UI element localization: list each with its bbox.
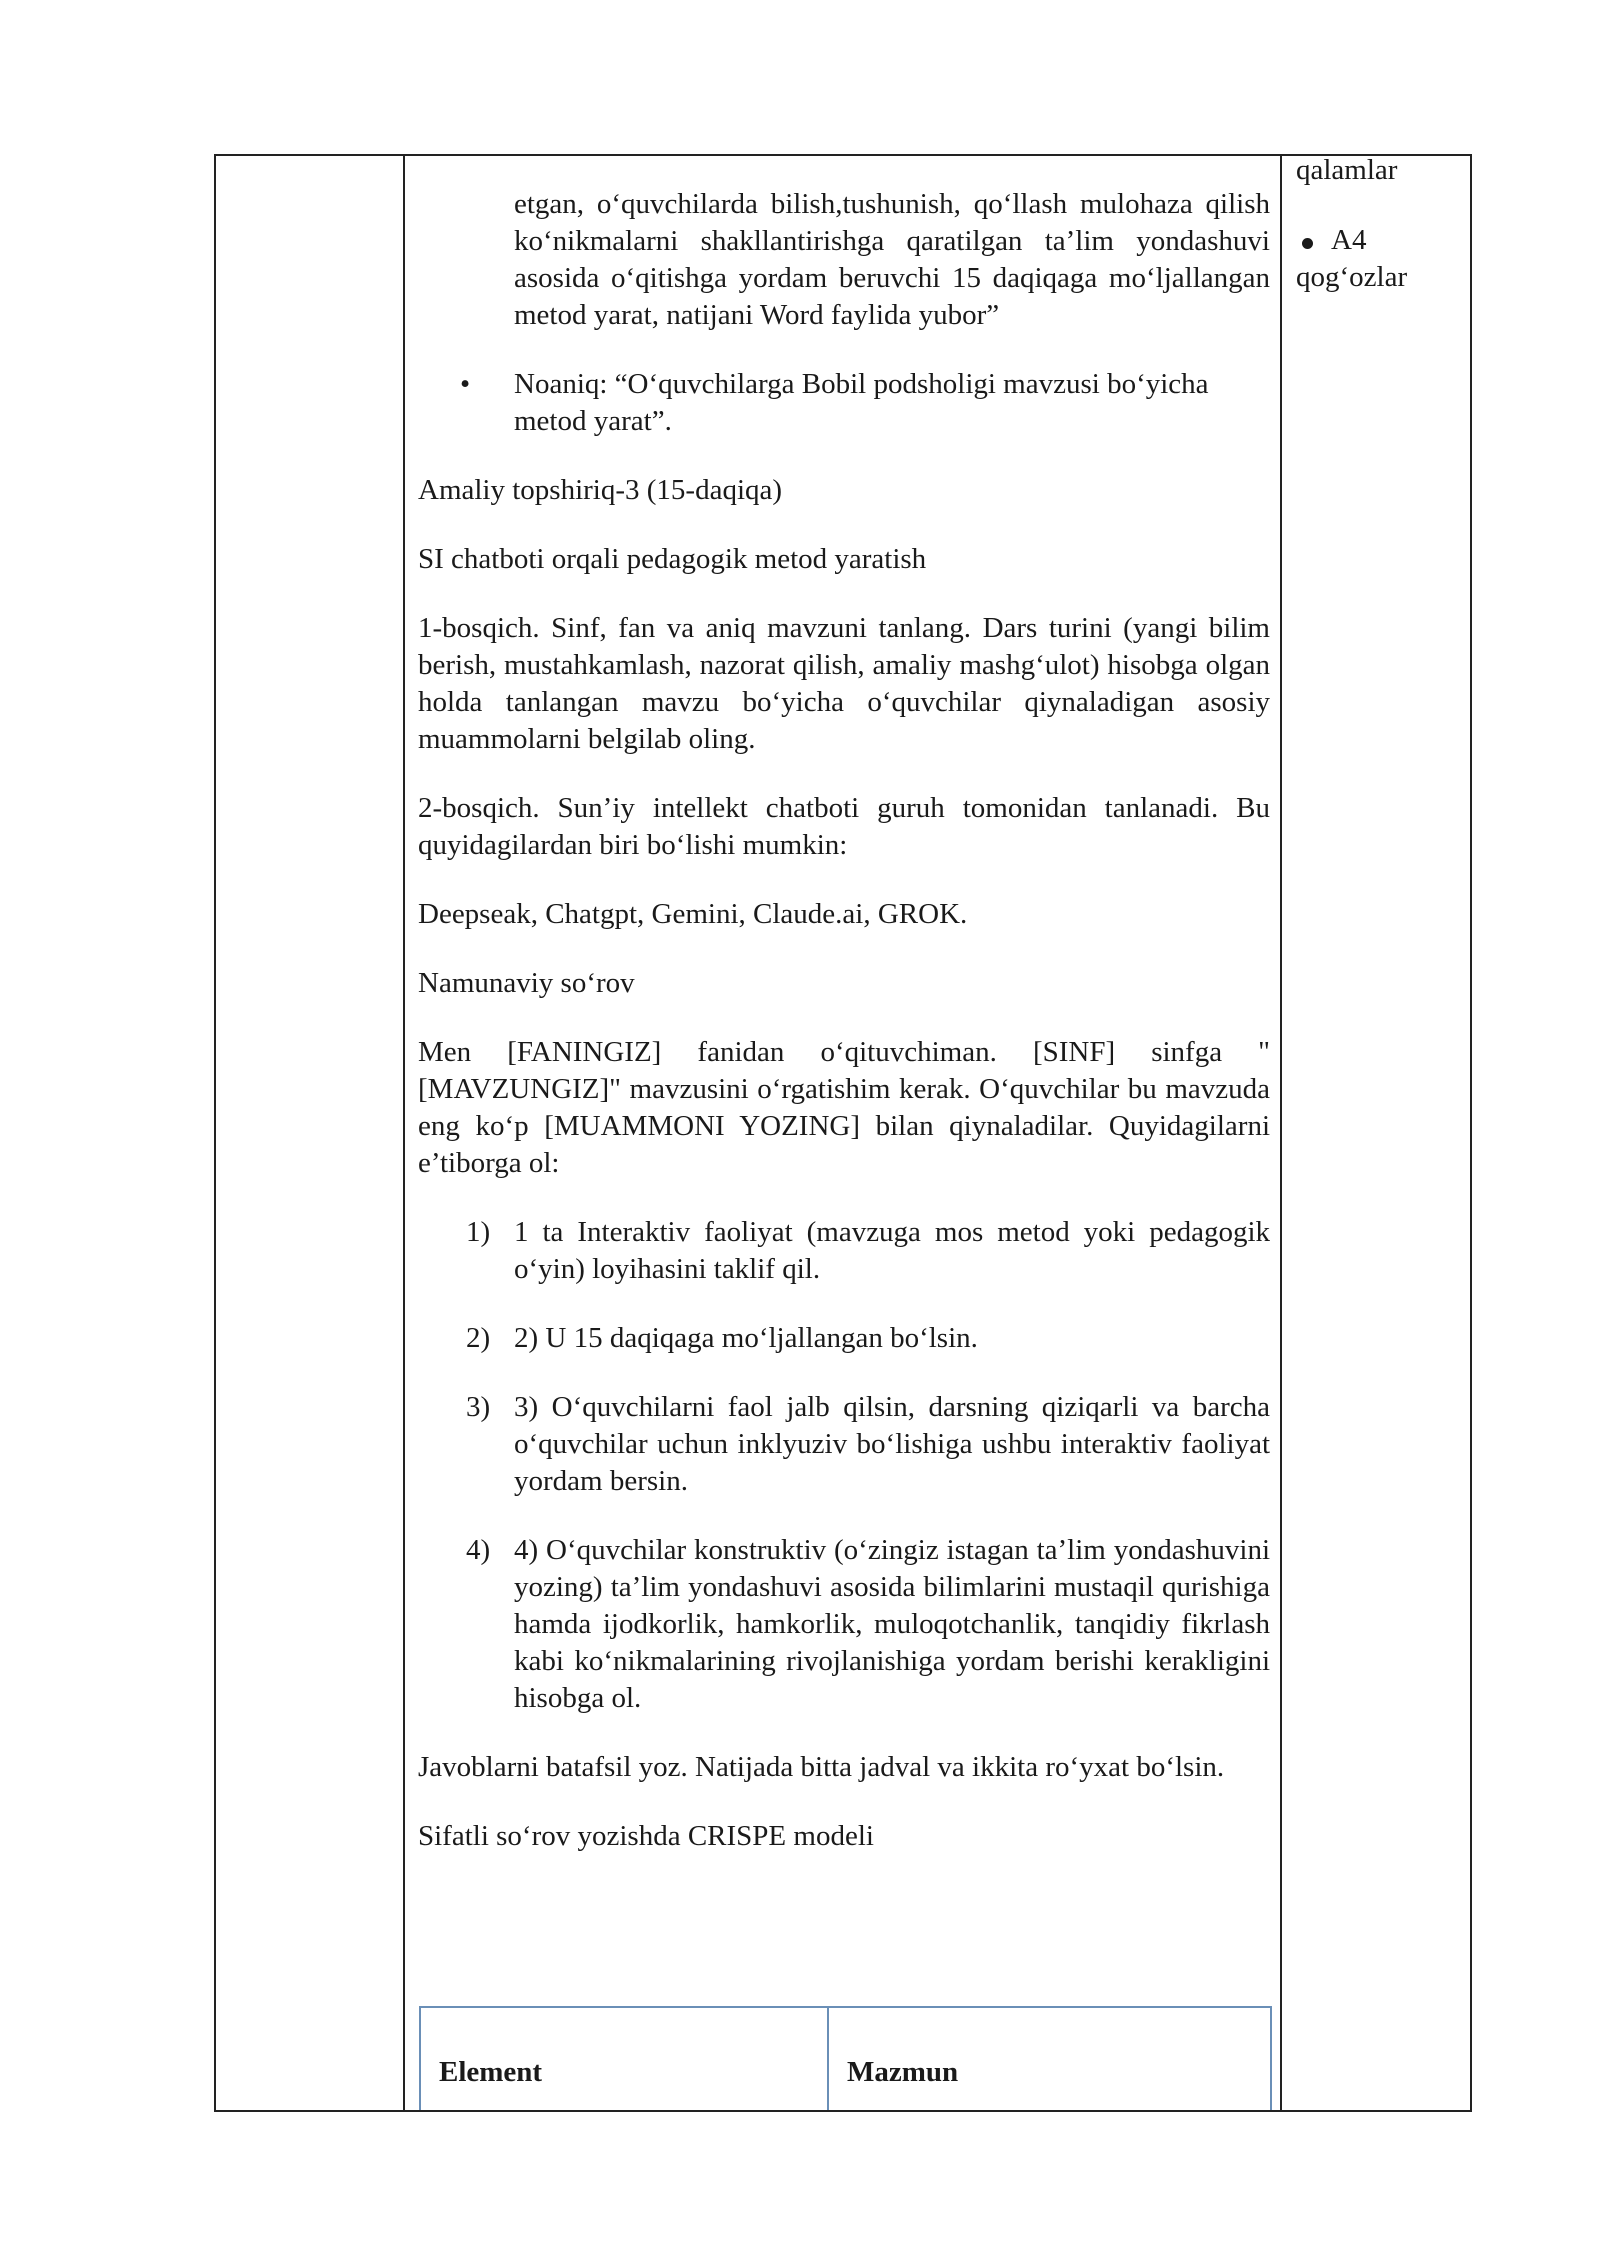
list-item (418, 1532, 1270, 1717)
step-2-paragraph: 2-bosqich. Sun’iy intellekt chatboti guruh tomonidan tanlanadi. Bu quyidagilardan biri bo‘lishi mumkin: (418, 792, 1270, 861)
crispe-heading: Sifatli so‘rov yozishda CRISPE modeli (418, 1820, 874, 1852)
prompt-paragraph: Men [FANINGIZ] fanidan o‘qituvchiman. [SINF] sinfga "[MAVZUNGIZ]" mavzusini o‘rgatishim kerak. O‘quvchilar bu mavzuda eng ko‘p [MUAMMONI YOZING] bilan qiynaladilar. Quyidagilarni e’tiborga ol: (418, 1036, 1270, 1179)
column-divider-2 (1280, 156, 1282, 2110)
column-divider-1 (403, 156, 405, 2110)
task-title: Amaliy topshiriq-3 (15-daqiqa) (418, 474, 783, 506)
document-table (214, 154, 1472, 2112)
step-1-paragraph: 1-bosqich. Sinf, fan va aniq mavzuni tanlang. Dars turini (yangi bilim berish, mustahkamlash, nazorat qilish, amaliy mashg‘ulot) hisobga olgan holda tanlangan mavzu bo‘yicha o‘quvchilar qiynaladigan asosiy muammolarni belgilab oling. (418, 612, 1270, 755)
sample-label: Namunaviy so‘rov (418, 967, 635, 999)
list-text: 3) O‘quvchilarni faol jalb qilsin, darsning qiziqarli va barcha o‘quvchilar uchun inklyuziv bo‘lishiga ushbu interaktiv faoliyat yordam bersin. (514, 1391, 1270, 1497)
content-cell (418, 186, 1270, 1887)
list-item (418, 1214, 1270, 1288)
materials-cell (1296, 152, 1466, 296)
bullet-marker: • (460, 368, 471, 400)
answer-note: Javoblarni batafsil yoz. Natijada bitta jadval va ikkita ro‘yxat bo‘lsin. (418, 1751, 1225, 1783)
list-item (418, 1389, 1270, 1500)
materials-line-2: qog‘ozlar (1296, 261, 1408, 293)
bullet-item (418, 366, 1270, 440)
list-number: 4) (466, 1534, 491, 1566)
list-text: 2) U 15 daqiqaga mo‘ljallangan bo‘lsin. (514, 1322, 978, 1354)
materials-bullet-item (1296, 222, 1466, 259)
materials-line-1: qalamlar (1296, 154, 1398, 186)
list-item (418, 1320, 1270, 1357)
list-text: 4) O‘quvchilar konstruktiv (o‘zingiz istagan ta’lim yondashuvini yozing) ta’lim yondashuvi asosida bilimlarini mustaqil qurishiga hamda ijodkorlik, hamkorlik, muloqotchanlik, tanqidiy fikrlash kabi ko‘nikmalarining rivojlanishiga yordam berishi kerakligini hisobga ol. (514, 1534, 1270, 1714)
materials-bullet-text: A4 (1331, 224, 1367, 256)
list-number: 3) (466, 1391, 491, 1423)
list-number: 2) (466, 1322, 491, 1354)
crispe-table (419, 2006, 1272, 2110)
list-text: 1 ta Interaktiv faoliyat (mavzuga mos metod yoki pedagogik o‘yin) loyihasini taklif qil. (514, 1216, 1270, 1285)
table-header-content: Mazmun (847, 2056, 959, 2088)
table-header-element: Element (421, 2008, 829, 2110)
bullet-text: Noaniq: “O‘quvchilarga Bobil podsholigi mavzusi bo‘yicha metod yarat”. (514, 368, 1209, 437)
bullet-dot-icon (1302, 238, 1313, 249)
continuation-paragraph: etgan, o‘quvchilarda bilish,tushunish, qo‘llash mulohaza qilish ko‘nikmalarni shakllantirishga qaratilgan ta’lim yondashuvi asosida o‘qitishga yordam beruvchi 15 daqiqaga mo‘ljallangan metod yarat, natijani Word faylida yubor” (514, 188, 1270, 331)
tools-list: Deepseak, Chatgpt, Gemini, Claude.ai, GROK. (418, 898, 968, 930)
list-number: 1) (466, 1216, 491, 1248)
task-subtitle: SI chatboti orqali pedagogik metod yaratish (418, 543, 927, 575)
